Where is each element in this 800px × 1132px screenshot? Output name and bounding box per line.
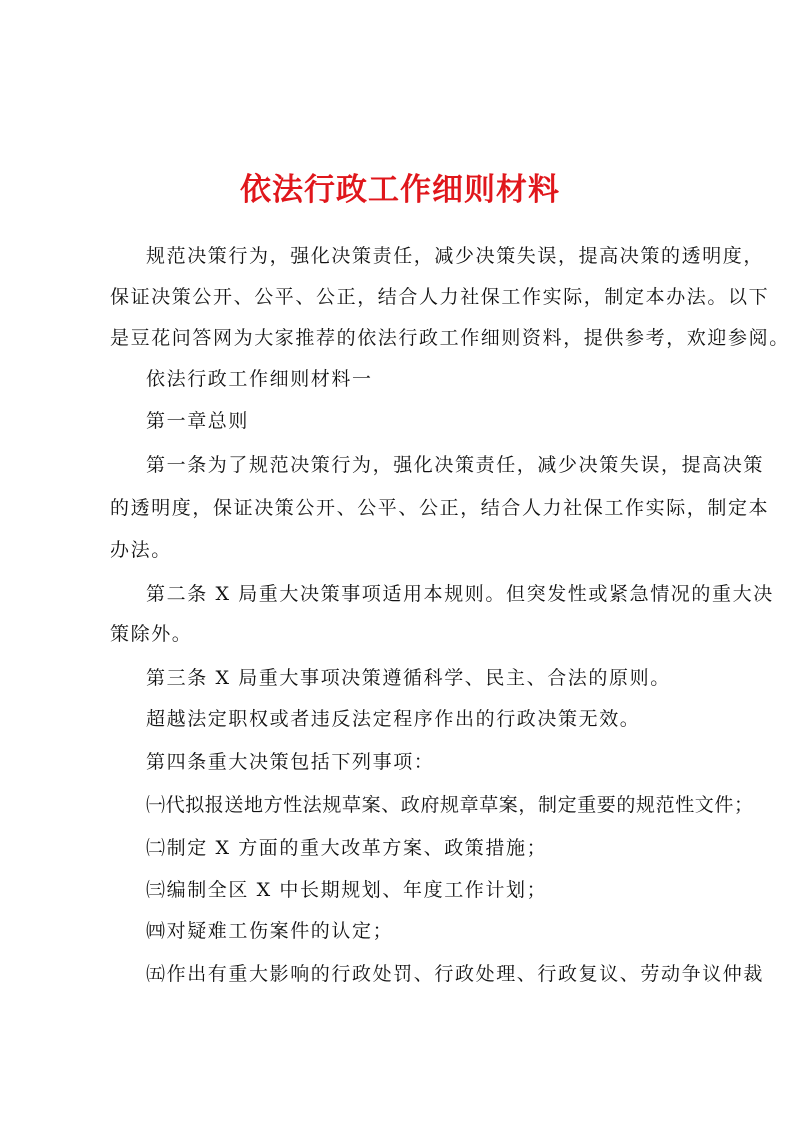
list-item: ㈢编制全区 X 中长期规划、年度工作计划；	[146, 879, 548, 901]
list-item: ㈠代拟报送地方性法规草案、政府规章草案，制定重要的规范性文件；	[146, 794, 754, 816]
section-heading: 依法行政工作细则材料一	[146, 368, 373, 390]
paragraph-line: 第二条 X 局重大决策事项适用本规则。但突发性或紧急情况的重大决	[146, 583, 774, 605]
paragraph-line: 是豆花问答网为大家推荐的依法行政工作细则资料，提供参考，欢迎参阅。	[110, 327, 790, 349]
list-item: ㈤作出有重大影响的行政处罚、行政处理、行政复议、劳动争议仲裁	[146, 963, 765, 985]
list-item: ㈡制定 X 方面的重大改革方案、政策措施；	[146, 837, 548, 859]
paragraph-line: 第四条重大决策包括下列事项：	[146, 751, 435, 773]
paragraph-line: 保证决策公开、公平、公正，结合人力社保工作实际，制定本办法。以下	[110, 286, 770, 308]
document-title: 依法行政工作细则材料	[240, 172, 560, 208]
paragraph-line: 办法。	[110, 539, 172, 561]
paragraph-line: 的透明度，保证决策公开、公平、公正，结合人力社保工作实际，制定本	[110, 497, 770, 519]
paragraph-line: 规范决策行为，强化决策责任，减少决策失误，提高决策的透明度，	[146, 245, 765, 267]
paragraph-line: 超越法定职权或者违反法定程序作出的行政决策无效。	[146, 708, 641, 730]
list-item: ㈣对疑难工伤案件的认定；	[146, 920, 394, 942]
paragraph-line: 第一条为了规范决策行为，强化决策责任，减少决策失误，提高决策	[146, 454, 765, 476]
chapter-heading: 第一章总则	[146, 410, 250, 432]
paragraph-line: 第三条 X 局重大事项决策遵循科学、民主、合法的原则。	[146, 667, 671, 689]
paragraph-line: 策除外。	[110, 623, 193, 645]
